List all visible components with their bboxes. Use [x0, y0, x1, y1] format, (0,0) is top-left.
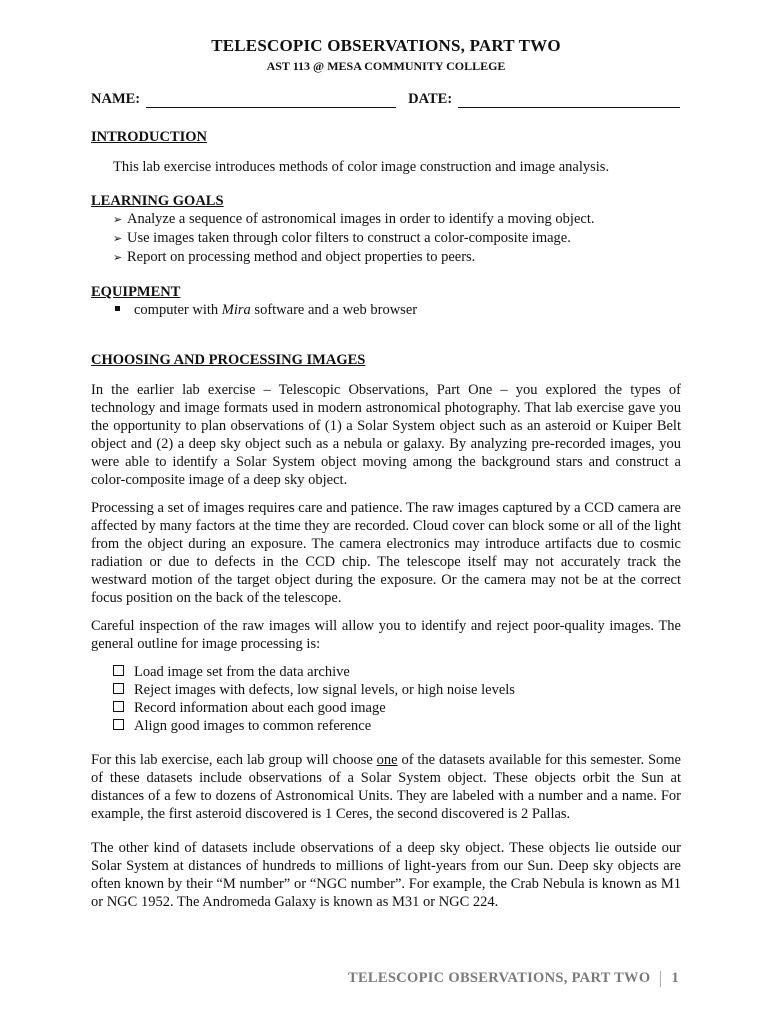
learning-goals-heading: LEARNING GOALS	[91, 193, 224, 209]
list-item: Load image set from the data archive	[91, 663, 681, 681]
processing-checklist	[91, 663, 681, 735]
list-item: ➢ Analyze a sequence of astronomical images in order to identify a moving object.	[113, 211, 595, 227]
name-blank-line	[146, 93, 396, 108]
arrow-bullet-icon: ➢	[113, 232, 123, 245]
checkbox-icon	[113, 719, 124, 730]
list-item: ➢ Use images taken through color filters to construct a color-composite image.	[113, 230, 571, 246]
equipment-heading: EQUIPMENT	[91, 284, 181, 300]
list-item: Reject images with defects, low signal levels, or high noise levels	[91, 681, 681, 699]
paragraph: Processing a set of images requires care and patience. The raw images captured by a CCD camera are affected by many factors at the time they are recorded. Cloud cover can block some or all of the light from the object during an exposure. The camera electronics may introduce artifacts due to cosmic radiation or due to defects in the CCD chip. The telescope itself may not accurately track the westward motion of the target object during the exposure. Or the camera may not be at the correct focus position on the back of the telescope.	[91, 500, 681, 606]
paragraph: The other kind of datasets include observations of a deep sky object. These objects lie outside our Solar System at distances of hundreds to millions of light-years from our Sun. Deep sky objects are often known by their “M number” or “NGC number”. For example, the Crab Nebula is known as M1 or NGC 1952. The Andromeda Galaxy is known as M31 or NGC 224.	[91, 840, 681, 910]
paragraph: For this lab exercise, each lab group will choose one of the datasets available for this semester. Some of these datasets include observations of a Solar System object. These objects orbit the Sun at distances of a few to dozens of Astronomical Units. They are labeled with a number and a name. For example, the first asteroid discovered is 1 Ceres, the second discovered is 2 Pallas.	[91, 752, 681, 822]
document-subtitle: AST 113 @ MESA COMMUNITY COLLEGE	[266, 59, 506, 73]
introduction-heading: INTRODUCTION	[91, 129, 208, 145]
footer-divider	[660, 971, 661, 987]
paragraph: In the earlier lab exercise – Telescopic Observations, Part One – you explored the types of technology and image formats used in modern astronomical photography. That lab exercise gave you the opportunity to plan observations of (1) a Solar System object such as an asteroid or Kuiper Belt object and (2) a deep sky object such as a nebula or galaxy. By analyzing pre-recorded images, you were able to identify a Solar System object moving among the background stars and construct a color-composite image of a deep sky object.	[91, 382, 681, 488]
name-date-row	[91, 91, 681, 108]
equipment-list	[91, 301, 681, 319]
footer-title: TELESCOPIC OBSERVATIONS, PART TWO	[347, 970, 651, 986]
paragraph: Careful inspection of the raw images will allow you to identify and reject poor-quality images. The general outline for image processing is:	[91, 618, 681, 652]
checkbox-icon	[113, 683, 124, 694]
checkbox-icon	[113, 701, 124, 712]
arrow-bullet-icon: ➢	[113, 251, 123, 264]
learning-goals-list	[91, 210, 681, 267]
choosing-processing-heading: CHOOSING AND PROCESSING IMAGES	[91, 352, 366, 368]
page-number: 1	[671, 970, 679, 986]
document-page	[91, 36, 681, 911]
date-blank-line	[458, 93, 680, 108]
date-label: DATE:	[408, 91, 453, 107]
list-item: ➢ Report on processing method and object properties to peers.	[113, 249, 476, 265]
square-bullet-icon	[115, 306, 120, 311]
page-footer	[348, 970, 679, 987]
document-title: TELESCOPIC OBSERVATIONS, PART TWO	[211, 36, 561, 55]
list-item: computer with Mira software and a web browser	[91, 301, 681, 319]
arrow-bullet-icon: ➢	[113, 213, 123, 226]
introduction-text: This lab exercise introduces methods of color image construction and image analysis.	[113, 159, 610, 175]
list-item: Record information about each good image	[91, 699, 681, 717]
name-label: NAME:	[91, 91, 141, 107]
checkbox-icon	[113, 665, 124, 676]
list-item: Align good images to common reference	[91, 717, 681, 735]
